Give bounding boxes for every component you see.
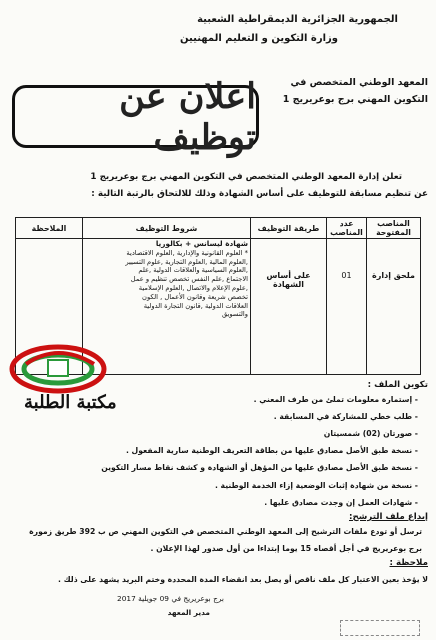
table-header-row	[16, 218, 421, 239]
condition-line: والتسويق	[221, 310, 248, 319]
dossier-item: - نسخة طبق الأصل مصادق عليها من المؤهل أو الشهادة و كشف نقاط مسار التكوين	[101, 463, 418, 472]
header-recruitment-method: طريقة التوظيف	[251, 218, 327, 239]
institute-line-2: التكوين المهني برج بوعريريج 1	[282, 94, 428, 105]
header-note: الملاحظة	[16, 218, 83, 239]
deposit-line-1: ترسل أو تودع ملفات الترشيح إلى المعهد الوطني المتخصص في التكوين المهني ص ب 392 طريق زمورة	[29, 527, 422, 536]
condition-line: تخصص شريعة وقانون الأعمال , الكون	[142, 292, 248, 301]
position-name: ملحق إدارة	[367, 239, 421, 375]
intro-line-2: عن تنظيم مسابقة للتوظيف على أساس الشهادة وذلك للالتحاق بالرتبة التالية :	[91, 189, 428, 199]
condition-line: * العلوم القانونية والإدارية ,العلوم الاقتصادية	[126, 248, 248, 257]
condition-line: ,العلوم السياسية والعلاقات الدولية ,علم	[138, 266, 248, 275]
republic-header: الجمهورية الجزائرية الديمقراطية الشعبية	[197, 14, 398, 25]
deposit-title: إيداع ملف الترشح:	[349, 512, 428, 522]
announcement-banner: اعلان عن توظيف	[12, 85, 259, 148]
dossier-item: - صورتان (02) شمسيتان	[323, 429, 418, 438]
logo-caption: مكتبة الطلبة	[24, 392, 117, 413]
intro-line-1: تعلن إدارة المعهد الوطني المتخصص في التكوين المهني برج بوعريريج 1	[90, 172, 402, 182]
note-title: ملاحظة :	[389, 558, 428, 568]
condition-line: العلاقات الدولية ,قانون التجارة الدولية	[143, 301, 248, 310]
header-open-positions: المناصب المفتوحة	[367, 218, 421, 239]
student-library-logo-icon	[8, 334, 108, 394]
dossier-item: - إستمارة معلومات تملئ من طرف المعني .	[253, 395, 418, 404]
signature-place-date: برج بوعريريج في 09 جويلية 2017	[117, 594, 224, 603]
signature-title: مدير المعهد	[167, 608, 210, 617]
dossier-item: - شهادات العمل إن وجدت مصادق عليها .	[264, 498, 418, 507]
dossier-item: - نسخة طبق الأصل مصادق عليها من بطاقة التعريف الوطنية سارية المفعول .	[125, 446, 418, 455]
condition-line: ,العلوم المالية ,العلوم التجارية ,علوم التسيير	[125, 257, 248, 266]
note-line: لا يؤخذ بعين الاعتبار كل ملف ناقص أو يصل بعد انقضاء المدة المحددة وختم البريد يشهد على ذلك .	[58, 575, 428, 584]
condition-line: ,علوم الإعلام والاتصال ,العلوم الإسلامية	[138, 283, 248, 292]
deposit-line-2: برج بوعريريج في أجل أقصاه 15 يوما إبتداءا من أول صدور لهذا الإعلان .	[150, 544, 422, 553]
header-positions-count: عدد المناصب	[327, 218, 367, 239]
condition-line: الاجتماع ,علم النفس تخصص تنظيم و عمل	[130, 275, 248, 284]
ministry-header: وزارة التكوين و التعليم المهنيين	[180, 33, 338, 44]
dossier-item: - طلب خطي للمشاركة في المسابقة .	[273, 412, 418, 421]
dossier-item: - نسخة من شهادة إثبات الوضعية إزاء الخدمة الوطنية .	[214, 481, 418, 490]
institute-line-1: المعهد الوطني المتخصص في	[290, 77, 428, 88]
header-recruitment-conditions: شروط التوظيف	[83, 218, 251, 239]
stamp-mark	[340, 620, 420, 636]
recruitment-method: على أساس الشهادة	[251, 239, 327, 375]
condition-line: شهادة ليسانس + بكالوريا	[155, 239, 248, 248]
positions-count: 01	[327, 239, 367, 375]
dossier-title: تكوين الملف :	[367, 380, 428, 390]
